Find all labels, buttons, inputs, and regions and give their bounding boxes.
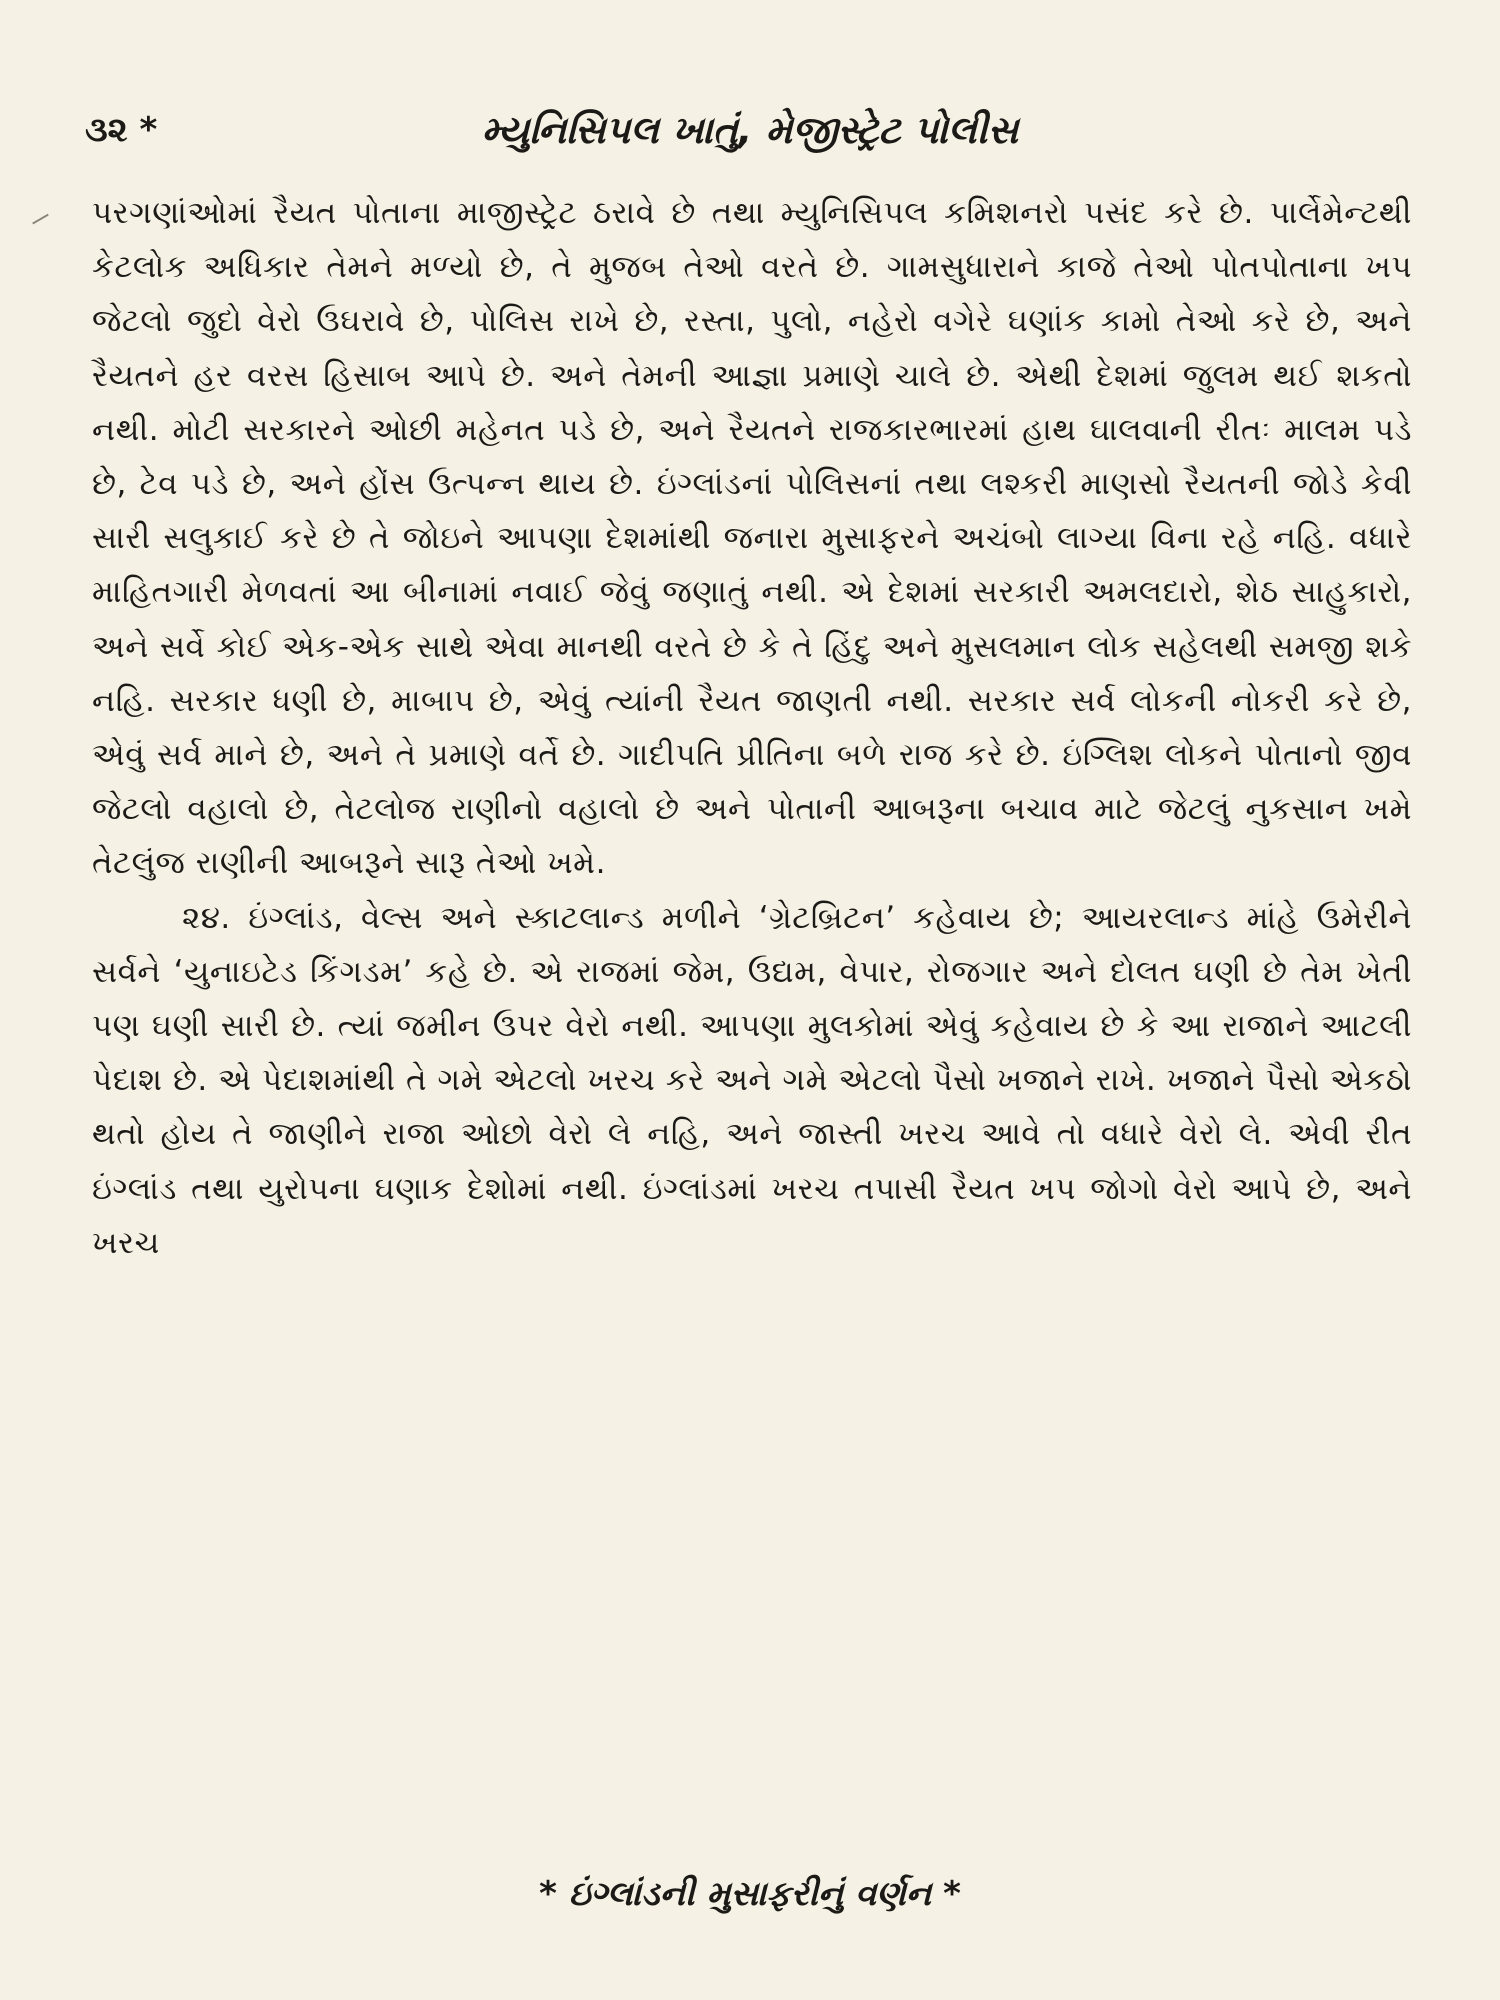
body-text	[92, 186, 1412, 1806]
margin-pencil-mark	[25, 202, 49, 225]
page-number: ૩૨ *	[85, 110, 158, 150]
running-title: મ્યુનિસિપલ ખાતું, મેજીસ્ટ્રેટ પોલીસ	[481, 108, 1019, 152]
paragraph: પરગણાંઓમાં રૈયત પોતાના માજીસ્ટ્રેટ ઠરાવે છે તથા મ્યુનિસિપલ કમિશનરો પસંદ કરે છે. પાર્લેમેન્ટથી કેટલોક અધિકાર તેમને મળ્યો છે, તે મુજબ તેઓ વરતે છે. ગામસુધારાને કાજે તેઓ પોતપોતાના ખપ જેટલો જુદો વેરો ઉઘરાવે છે, પોલિસ રાખે છે, રસ્તા, પુલો, નહેરો વગેરે ઘણાંક કામો તેઓ કરે છે, અને રૈયતને હર વરસ હિસાબ આપે છે. અને તેમની આજ્ઞા પ્રમાણે ચાલે છે. એથી દેશમાં જુલમ થઈ શકતો નથી. મોટી સરકારને ઓછી મહેનત પડે છે, અને રૈયતને રાજકારભારમાં હાથ ઘાલવાની રીતઃ માલમ પડે છે, ટેવ પડે છે, અને હોંસ ઉત્પન્ન થાય છે. ઇંગ્લાંડનાં પોલિસનાં તથા લશ્કરી માણસો રૈયતની જોડે કેવી સારી સલુકાઈ કરે છે તે જોઇને આપણા દેશમાંથી જનારા મુસાફરને અચંબો લાગ્યા વિના રહે નહિ. વધારે માહિતગારી મેળવતાં આ બીનામાં નવાઈ જેવું જણાતું નથી. એ દેશમાં સરકારી અમલદારો, શેઠ સાહુકારો, અને સર્વે કોઈ એક-એક સાથે એવા માનથી વરતે છે કે તે હિંદુ અને મુસલમાન લોક સહેલથી સમજી શકે નહિ. સરકાર ધણી છે, માબાપ છે, એવું ત્યાંની રૈયત જાણતી નથી. સરકાર સર્વ લોકની નોકરી કરે છે, એવું સર્વ માને છે, અને તે પ્રમાણે વર્તે છે. ગાદીપતિ પ્રીતિના બળે રાજ કરે છે. ઇંગ્લિશ લોકને પોતાનો જીવ જેટલો વહાલો છે, તેટલોજ રાણીનો વહાલો છે અને પોતાની આબરૂના બચાવ માટે જેટલું નુકસાન ખમે તેટલુંજ રાણીની આબરૂને સારૂ તેઓ ખમે.	[92, 195, 1412, 882]
page-header	[85, 100, 1415, 160]
page-footer-title: * ઇંગ્લાંડની મુસાફરીનું વર્ણન *	[539, 1874, 961, 1914]
paragraph: ૨૪. ઇંગ્લાંડ, વેલ્સ અને સ્કાટલાન્ડ મળીને ‘ગ્રેટબ્રિટન’ કહેવાય છે; આયરલાન્ડ માંહે ઉમેરીને સર્વને ‘યુનાઇટેડ કિંગડમ’ કહે છે. એ રાજમાં જેમ, ઉદ્યમ, વેપાર, રોજગાર અને દોલત ઘણી છે તેમ ખેતી પણ ઘણી સારી છે. ત્યાં જમીન ઉપર વેરો નથી. આપણા મુલકોમાં એવું કહેવાય છે કે આ રાજાને આટલી પેદાશ છે. એ પેદાશમાંથી તે ગમે એટલો ખરચ કરે અને ગમે એટલો પૈસો ખજાને રાખે. ખજાને પૈસો એકઠો થતો હોય તે જાણીને રાજા ઓછો વેરો લે નહિ, અને જાસ્તી ખરચ આવે તો વધારે વેરો લે. એવી રીત ઇંગ્લાંડ તથા યુરોપના ઘણાક દેશોમાં નથી. ઇંગ્લાંડમાં ખરચ તપાસી રૈયત ખપ જોગો વેરો આપે છે, અને ખરચ	[92, 899, 1412, 1261]
